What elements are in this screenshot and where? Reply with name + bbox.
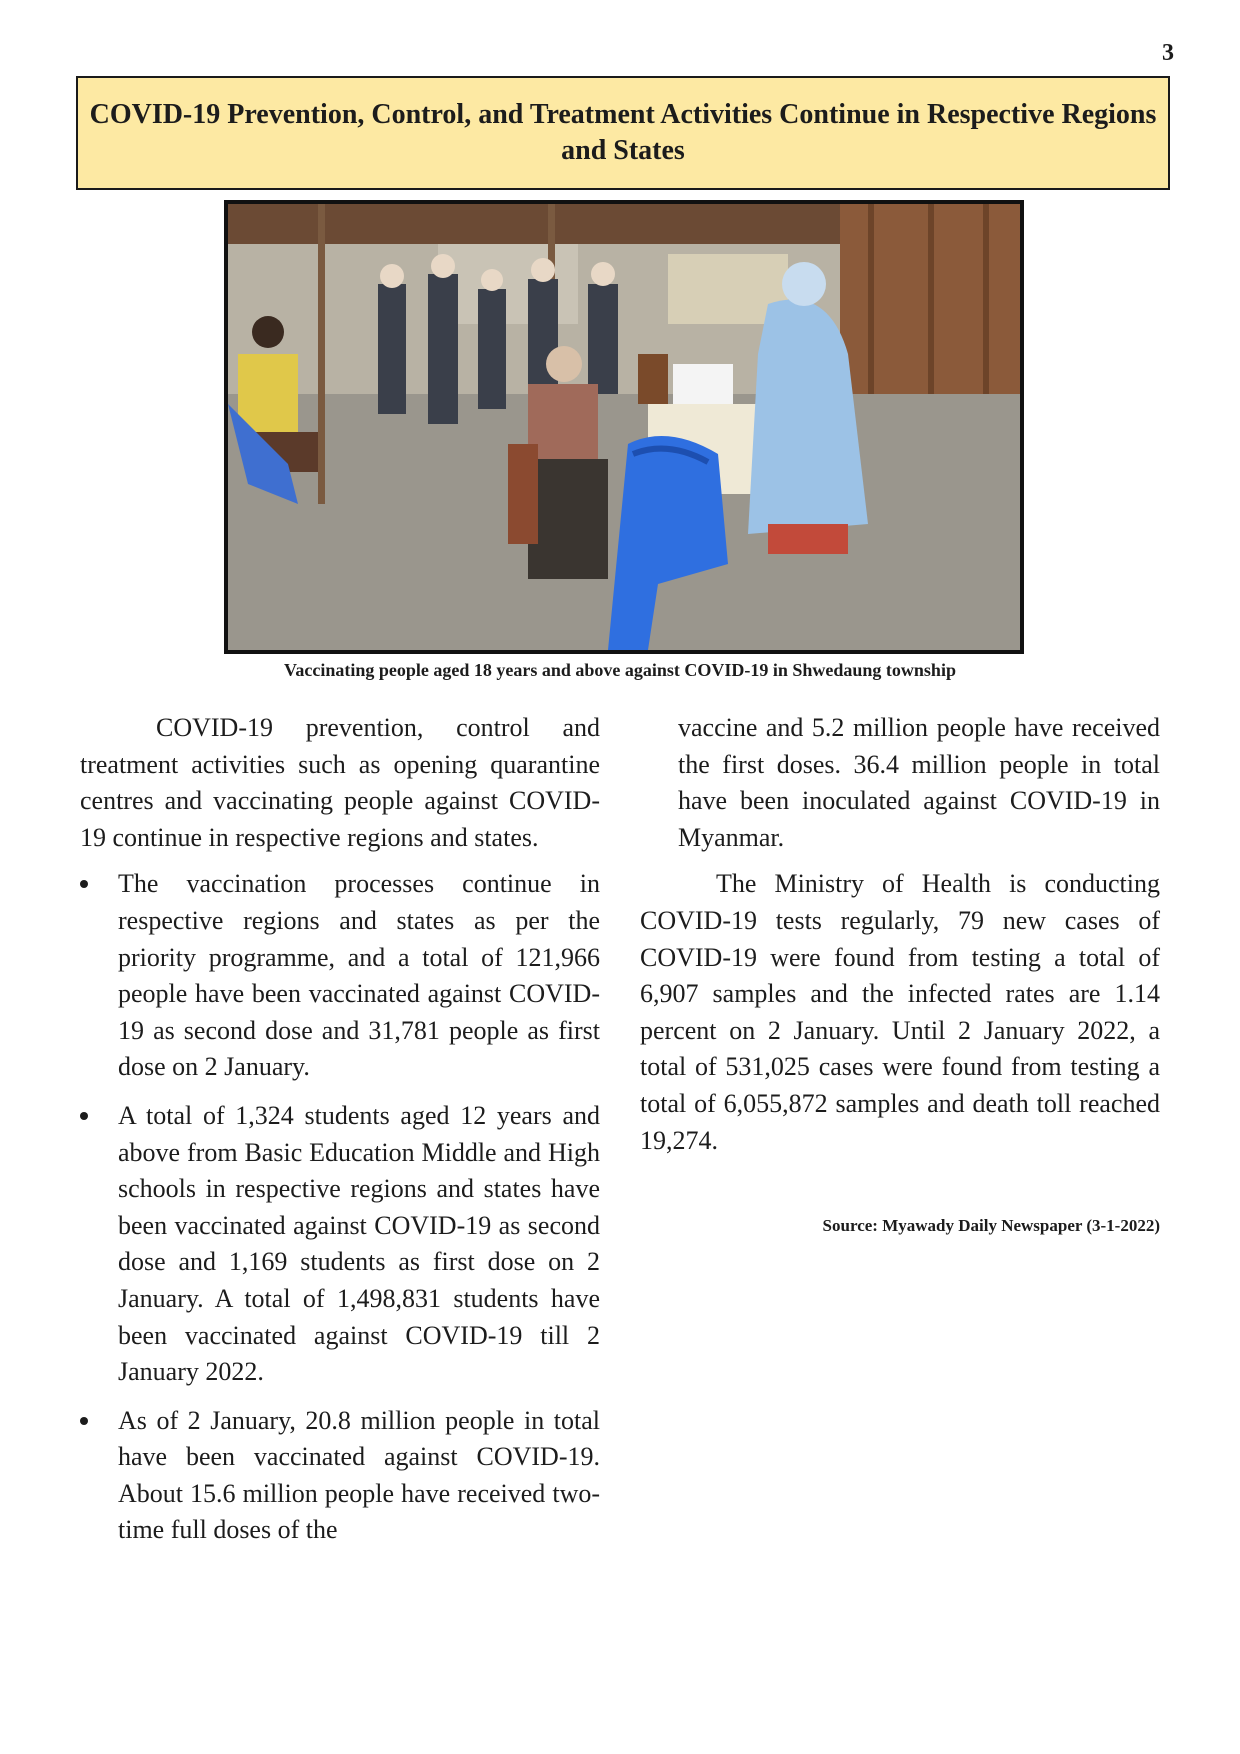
article-column-right: [640, 710, 1160, 1159]
bullet-icon: [80, 880, 88, 888]
bullet-icon: [80, 1112, 88, 1120]
bullet-list: [80, 866, 600, 1549]
bullet-text: A total of 1,324 students aged 12 years and above from Basic Education Middle and High schools in respective regions and states have been vaccinated against COVID-19 as second dose and 1,169 students as first dose on 2 January. A total of 1,498,831 students have been vaccinated against COVID-19 till 2 January 2022.: [118, 1100, 600, 1387]
photo-caption: Vaccinating people aged 18 years and above against COVID-19 in Shwedaung township: [284, 660, 956, 680]
list-item: [80, 1098, 600, 1391]
source-credit: Source: Myawady Daily Newspaper (3-1-2022): [822, 1216, 1160, 1235]
list-item: [80, 1403, 600, 1549]
bullet-text: The vaccination processes continue in respective regions and states as per the priority programme, and a total of 121,966 people have been vaccinated against COVID-19 as second dose and 31,781 people as first dose on 2 January.: [118, 869, 600, 1082]
article-title-box: [76, 76, 1170, 190]
article-photo: [224, 200, 1024, 654]
bullet-icon: [80, 1417, 88, 1425]
page-number: 3: [1162, 40, 1174, 66]
vaccination-scene-illustration: [228, 204, 1020, 650]
bullet-text: As of 2 January, 20.8 million people in total have been vaccinated against COVID-19. About 15.6 million people have received two-time full doses of the: [118, 1405, 600, 1545]
bullet-continuation: vaccine and 5.2 million people have received the first doses. 36.4 million people in total have been inoculated against COVID-19 in Myanmar.: [678, 713, 1160, 852]
list-item: [80, 866, 600, 1086]
article-column-left: [80, 710, 600, 1561]
article-title: COVID-19 Prevention, Control, and Treatment Activities Continue in Respective Regions and States: [89, 99, 1157, 166]
intro-paragraph: COVID-19 prevention, control and treatment activities such as opening quarantine centres and vaccinating people against COVID-19 continue in respective regions and states.: [80, 713, 600, 852]
closing-paragraph: The Ministry of Health is conducting COVID-19 tests regularly, 79 new cases of COVID-19 were found from testing a total of 6,907 samples and the infected rates are 1.14 percent on 2 January. Until 2 January 2022, a total of 531,025 cases were found from testing a total of 6,055,872 samples and death toll reached 19,274.: [640, 869, 1160, 1155]
